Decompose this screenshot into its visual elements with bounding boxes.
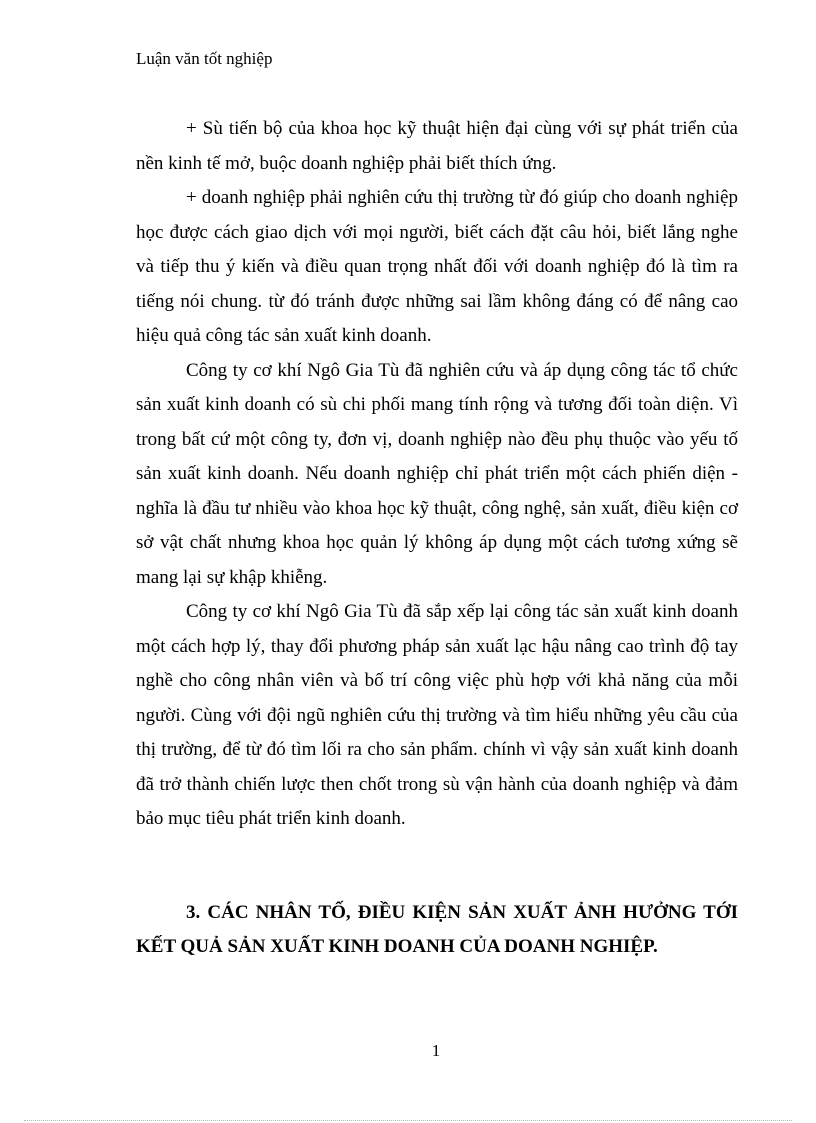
- paragraph-market-research: + doanh nghiệp phải nghiên cứu thị trường từ đó giúp cho doanh nghiệp học được cách giao dịch với mọi người, biết cách đặt câu hỏi, biết lắng nghe và tiếp thu ý kiến và điều quan trọng nhất đối với doanh nghiệp đó là tìm ra tiếng nói chung. từ đó tránh được những sai lầm không đáng có để nâng cao hiệu quả công tác sản xuất kinh doanh.: [136, 187, 738, 346]
- paragraph-company-organization: Công ty cơ khí Ngô Gia Tù đã nghiên cứu và áp dụng công tác tổ chức sản xuất kinh doanh có sù chi phối mang tính rộng và tương đối toàn diện. Vì trong bất cứ một công ty, đơn vị, doanh nghiệp nào đều phụ thuộc vào yếu tố sản xuất kinh doanh. Nếu doanh nghiệp chỉ phát triển một cách phiến diện - nghĩa là đầu tư nhiều vào khoa học kỹ thuật, công nghệ, sản xuất, điều kiện cơ sở vật chất nhưng khoa học quản lý không áp dụng một cách tương xứng sẽ mang lại sự khập khiễng.: [136, 359, 738, 588]
- page-number: 1: [431, 1041, 441, 1060]
- section-heading: 3. CÁC NHÂN TỐ, ĐIỀU KIỆN SẢN XUẤT ẢNH HƯỞNG TỚI KẾT QUẢ SẢN XUẤT KINH DOANH CỦA DOANH NGHIỆP.: [136, 902, 738, 957]
- paragraph-tech-progress: + Sù tiến bộ của khoa học kỹ thuật hiện đại cùng với sự phát triển của nền kinh tế mở, buộc doanh nghiệp phải biết thích ứng.: [136, 118, 738, 174]
- page-edge-divider: [24, 1120, 792, 1121]
- body-text: [136, 112, 738, 837]
- running-header: Luận văn tốt nghiệp: [136, 49, 273, 68]
- paragraph-company-restructuring: Công ty cơ khí Ngô Gia Tù đã sắp xếp lại công tác sản xuất kinh doanh một cách hợp lý, thay đổi phương pháp sản xuất lạc hậu nâng cao trình độ tay nghề cho công nhân viên và bố trí công việc phù hợp với khả năng của mỗi người. Cùng với đội ngũ nghiên cứu thị trường và tìm hiểu những yêu cầu của thị trường, để từ đó tìm lối ra cho sản phẩm. chính vì vậy sản xuất kinh doanh đã trở thành chiến lược then chốt trong sù vận hành của doanh nghiệp và đảm bảo mục tiêu phát triển kinh doanh.: [136, 601, 738, 829]
